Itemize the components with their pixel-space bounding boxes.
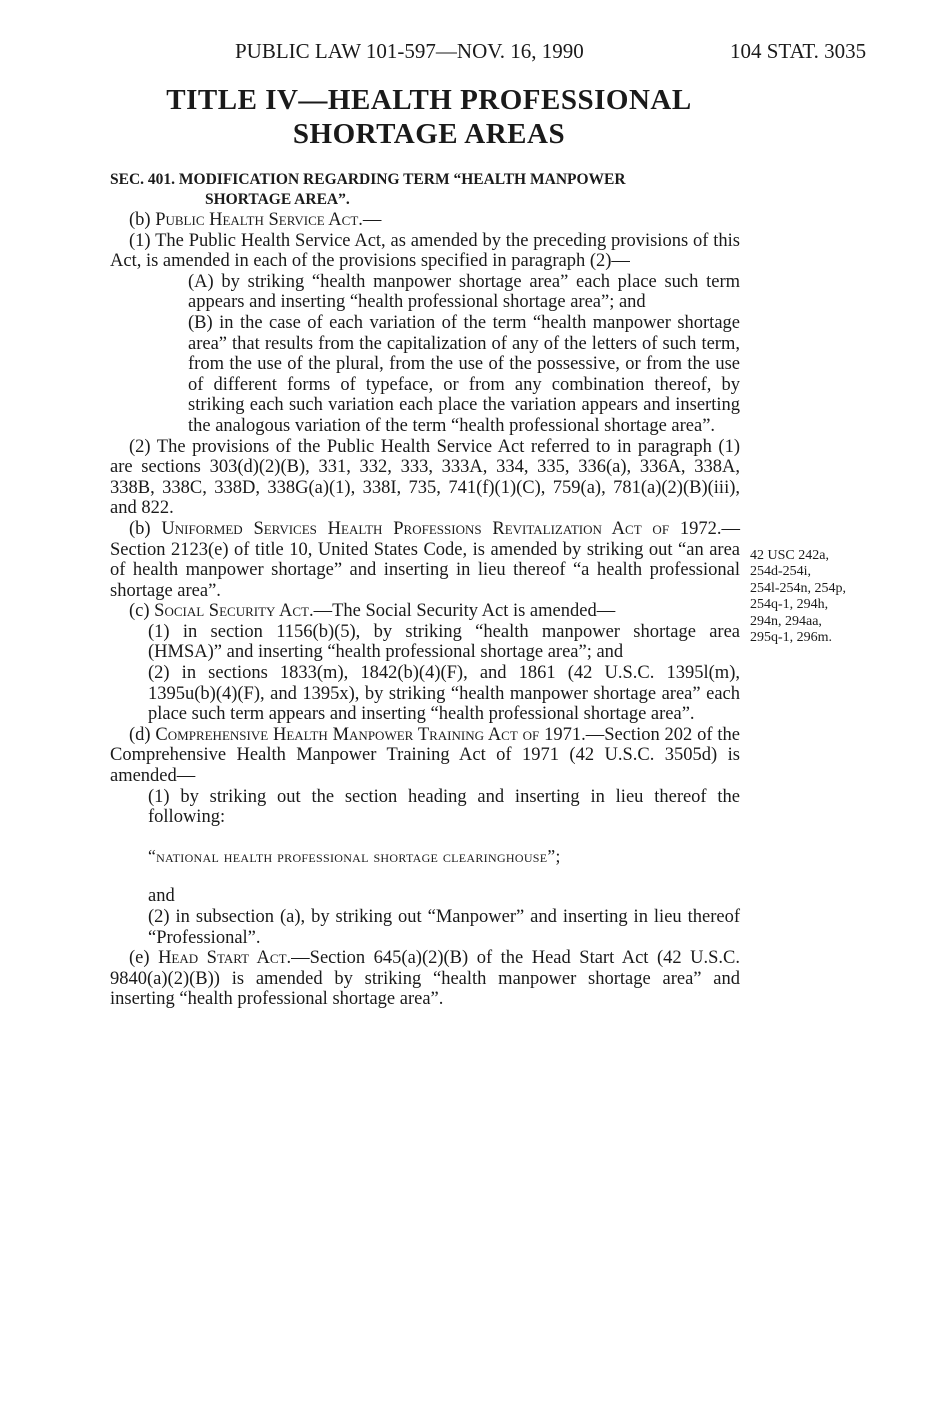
citation-line-6: 295q-1, 296m. — [750, 630, 833, 646]
citation-line-5: 294n, 294aa, — [750, 613, 822, 629]
subsection-b — [110, 519, 740, 601]
subsection-d-paragraph-1: (1) by striking out the section heading and inserting in lieu thereof the following: — [148, 786, 740, 828]
margin-citation-note — [750, 548, 910, 646]
title-heading — [110, 83, 748, 151]
subsection-d-text: —Section 202 of the Comprehensive Health Manpower Training Act of 1971 (42 U.S.C. 3505d) is amended— — [110, 724, 740, 787]
title-line-1: TITLE IV—HEALTH PROFESSIONAL — [166, 84, 692, 116]
quoted-heading: “national health professional shortage clearinghouse”; — [148, 845, 561, 866]
subsection-b-caption: Uniformed Services Health Professions Revitalization Act of 1972. — [161, 518, 722, 539]
subsection-c — [110, 601, 740, 622]
subsection-d-and: and — [148, 886, 175, 907]
subsection-d-caption: Comprehensive Health Manpower Training Act of 1971. — [155, 724, 586, 745]
subsection-a-paragraph-1: (1) The Public Health Service Act, as amended by the preceding provisions of this Act, is amended in each of the provisions specified in paragraph (2)— — [110, 230, 740, 272]
clause-a-text: (A) by striking “health manpower shortage area” each place such term appears and inserting “health professional shortage area”; and — [188, 271, 740, 313]
subsection-c-caption: Social Security Act. — [154, 601, 314, 622]
subsection-d-label: (d) — [129, 724, 156, 745]
subsection-a-caption: Public Health Service Act. — [155, 210, 363, 230]
subsection-d — [110, 725, 740, 787]
section-heading-line-2: SHORTAGE AREA”. — [205, 191, 350, 208]
subsection-a-dash: — — [362, 210, 382, 230]
citation-line-3: 254l-254n, 254p, — [750, 580, 847, 596]
clause-b-text: (B) in the case of each variation of the term “health manpower shortage area” that results from the capitalization of any of the letters of such term, from the use of the plural, from the use of the possessive, or from the use of different forms of typeface, or from any combination thereof, by striking each such variation each place the variation appears and inserting the analogous variation of the term “health professional shortage area”. — [188, 312, 740, 436]
running-head: PUBLIC LAW 101-597—NOV. 16, 1990 — [235, 39, 584, 63]
subsection-a-clause-b — [110, 313, 740, 437]
subsection-c-text: —The Social Security Act is amended— — [313, 601, 616, 622]
section-heading — [110, 170, 740, 210]
subsection-c-paragraph-1: (1) in section 1156(b)(5), by striking “health manpower shortage area (HMSA)” and inserting “health professional shortage area”; and — [148, 621, 740, 663]
subsection-e — [110, 948, 740, 1010]
stat-reference: 104 STAT. 3035 — [730, 39, 867, 63]
subsection-e-text: —Section 645(a)(2)(B) of the Head Start Act (42 U.S.C. 9840(a)(2)(B)) is amended by striking “health manpower shortage area” and inserting “health professional shortage area”. — [110, 948, 740, 1010]
subsection-d-paragraph-2: (2) in subsection (a), by striking out “Manpower” and inserting in lieu thereof “Professional”. — [148, 907, 740, 948]
citation-line-1: 42 USC 242a, — [750, 548, 829, 563]
subsection-a-paragraph-2: (2) The provisions of the Public Health Service Act referred to in paragraph (1) are sections 303(d)(2)(B), 331, 332, 333, 333A, 334, 335, 336(a), 336A, 338A, 338B, 338C, 338D, 338G(a)(1), 338I, 735, 741(f)(1)(C), 759(a), 781(a)(2)(B)(iii), and 822. — [110, 436, 740, 519]
title-line-2: SHORTAGE AREAS — [292, 118, 566, 150]
subsection-b-text: —Section 2123(e) of title 10, United States Code, is amended by striking out “an area of health manpower shortage” and inserting in lieu thereof “a health professional shortage area”. — [110, 518, 740, 601]
subsection-e-caption: Head Start Act. — [158, 948, 292, 969]
subsection-b-label: (b) — [129, 518, 162, 539]
subsection-a-clause-a — [110, 272, 740, 313]
subsection-a-label: (b) — [129, 210, 156, 230]
citation-line-2: 254d-254i, — [750, 564, 812, 580]
subsection-e-label: (e) — [129, 948, 159, 969]
subsection-c-paragraph-2: (2) in sections 1833(m), 1842(b)(4)(F), and 1861 (42 U.S.C. 1395l(m), 1395u(b)(4)(F), and 1395x), by striking “health manpower shortage area” each place such term appears and inserting “health professional shortage area”. — [148, 663, 740, 725]
section-heading-line-1: SEC. 401. MODIFICATION REGARDING TERM “HEALTH MANPOWER — [110, 171, 626, 188]
document-body — [110, 170, 740, 1010]
subsection-a-header — [110, 210, 740, 231]
subsection-c-label: (c) — [129, 601, 155, 622]
citation-line-4: 254q-1, 294h, — [750, 597, 829, 613]
